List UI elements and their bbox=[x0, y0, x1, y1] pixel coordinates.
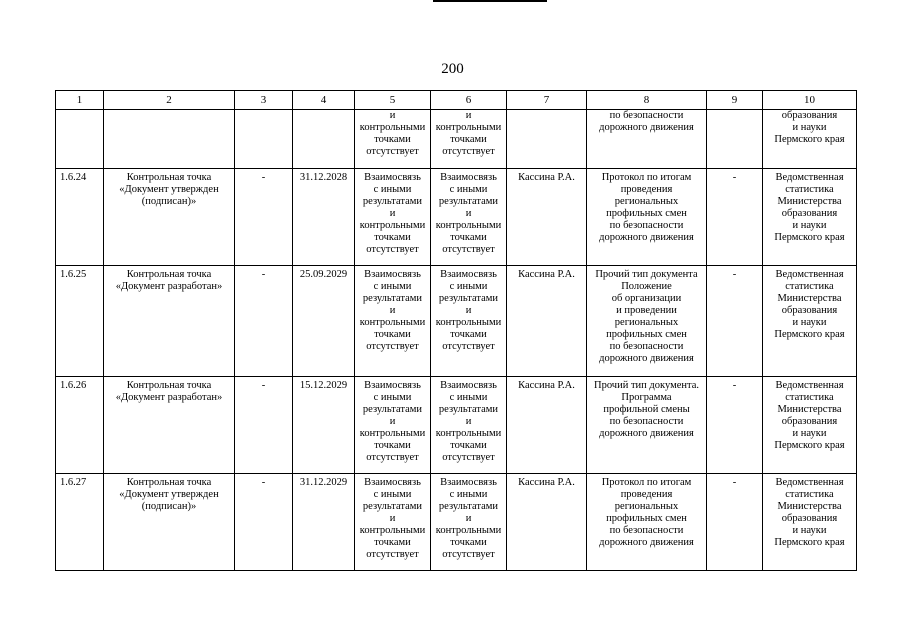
cell-relation-a: Взаимосвязь с иными результатами и контрольными точками отсутствует bbox=[355, 169, 431, 266]
cell-relation-b: Взаимосвязь с иными результатами и контрольными точками отсутствует bbox=[431, 169, 507, 266]
cell-name: Контрольная точка «Документ разработан» bbox=[104, 377, 235, 474]
column-header: 8 bbox=[587, 91, 707, 110]
document-table bbox=[55, 90, 857, 571]
cell-col3: - bbox=[235, 169, 293, 266]
column-header: 10 bbox=[763, 91, 857, 110]
table-row bbox=[56, 377, 857, 474]
column-header: 7 bbox=[507, 91, 587, 110]
table-row bbox=[56, 266, 857, 377]
column-header: 4 bbox=[293, 91, 355, 110]
cell-col3: - bbox=[235, 474, 293, 571]
cell-date: 25.09.2029 bbox=[293, 266, 355, 377]
cell-responsible: Кассина Р.А. bbox=[507, 474, 587, 571]
cell-relation-a: Взаимосвязь с иными результатами и контрольными точками отсутствует bbox=[355, 474, 431, 571]
cell-source: Ведомственная статистика Министерства образования и науки Пермского края bbox=[763, 377, 857, 474]
cell-relation-a: и контрольными точками отсутствует bbox=[355, 110, 431, 169]
cell-col3 bbox=[235, 110, 293, 169]
cell-name: Контрольная точка «Документ утвержден (подписан)» bbox=[104, 169, 235, 266]
cell-col9: - bbox=[707, 169, 763, 266]
cell-number: 1.6.27 bbox=[56, 474, 104, 571]
cell-col3: - bbox=[235, 377, 293, 474]
cell-col9 bbox=[707, 110, 763, 169]
cell-document: Прочий тип документа Положение об организации и проведении региональных профильных смен по безопасности дорожного движения bbox=[587, 266, 707, 377]
cell-col9: - bbox=[707, 474, 763, 571]
top-rule bbox=[433, 0, 547, 2]
column-header: 9 bbox=[707, 91, 763, 110]
column-header: 3 bbox=[235, 91, 293, 110]
cell-source: образования и науки Пермского края bbox=[763, 110, 857, 169]
table-row bbox=[56, 110, 857, 169]
cell-relation-b: и контрольными точками отсутствует bbox=[431, 110, 507, 169]
cell-name: Контрольная точка «Документ разработан» bbox=[104, 266, 235, 377]
cell-name: Контрольная точка «Документ утвержден (подписан)» bbox=[104, 474, 235, 571]
cell-relation-b: Взаимосвязь с иными результатами и контрольными точками отсутствует bbox=[431, 474, 507, 571]
column-header: 2 bbox=[104, 91, 235, 110]
cell-document: Протокол по итогам проведения региональных профильных смен по безопасности дорожного движения bbox=[587, 474, 707, 571]
cell-responsible: Кассина Р.А. bbox=[507, 377, 587, 474]
table-row bbox=[56, 169, 857, 266]
cell-responsible: Кассина Р.А. bbox=[507, 266, 587, 377]
cell-number: 1.6.25 bbox=[56, 266, 104, 377]
cell-source: Ведомственная статистика Министерства образования и науки Пермского края bbox=[763, 169, 857, 266]
cell-responsible: Кассина Р.А. bbox=[507, 169, 587, 266]
cell-document: Протокол по итогам проведения региональных профильных смен по безопасности дорожного движения bbox=[587, 169, 707, 266]
column-header: 1 bbox=[56, 91, 104, 110]
cell-number: 1.6.24 bbox=[56, 169, 104, 266]
cell-date: 31.12.2028 bbox=[293, 169, 355, 266]
cell-col9: - bbox=[707, 377, 763, 474]
cell-date bbox=[293, 110, 355, 169]
cell-document: по безопасности дорожного движения bbox=[587, 110, 707, 169]
cell-date: 31.12.2029 bbox=[293, 474, 355, 571]
cell-responsible bbox=[507, 110, 587, 169]
table-header-row bbox=[56, 91, 857, 110]
cell-number: 1.6.26 bbox=[56, 377, 104, 474]
column-header: 6 bbox=[431, 91, 507, 110]
cell-source: Ведомственная статистика Министерства образования и науки Пермского края bbox=[763, 266, 857, 377]
cell-relation-a: Взаимосвязь с иными результатами и контрольными точками отсутствует bbox=[355, 377, 431, 474]
page-number: 200 bbox=[441, 61, 464, 77]
column-header: 5 bbox=[355, 91, 431, 110]
cell-relation-a: Взаимосвязь с иными результатами и контрольными точками отсутствует bbox=[355, 266, 431, 377]
cell-number bbox=[56, 110, 104, 169]
cell-source: Ведомственная статистика Министерства образования и науки Пермского края bbox=[763, 474, 857, 571]
cell-col9: - bbox=[707, 266, 763, 377]
cell-col3: - bbox=[235, 266, 293, 377]
cell-name bbox=[104, 110, 235, 169]
cell-relation-b: Взаимосвязь с иными результатами и контрольными точками отсутствует bbox=[431, 266, 507, 377]
cell-relation-b: Взаимосвязь с иными результатами и контрольными точками отсутствует bbox=[431, 377, 507, 474]
cell-document: Прочий тип документа. Программа профильной смены по безопасности дорожного движения bbox=[587, 377, 707, 474]
table-row bbox=[56, 474, 857, 571]
cell-date: 15.12.2029 bbox=[293, 377, 355, 474]
